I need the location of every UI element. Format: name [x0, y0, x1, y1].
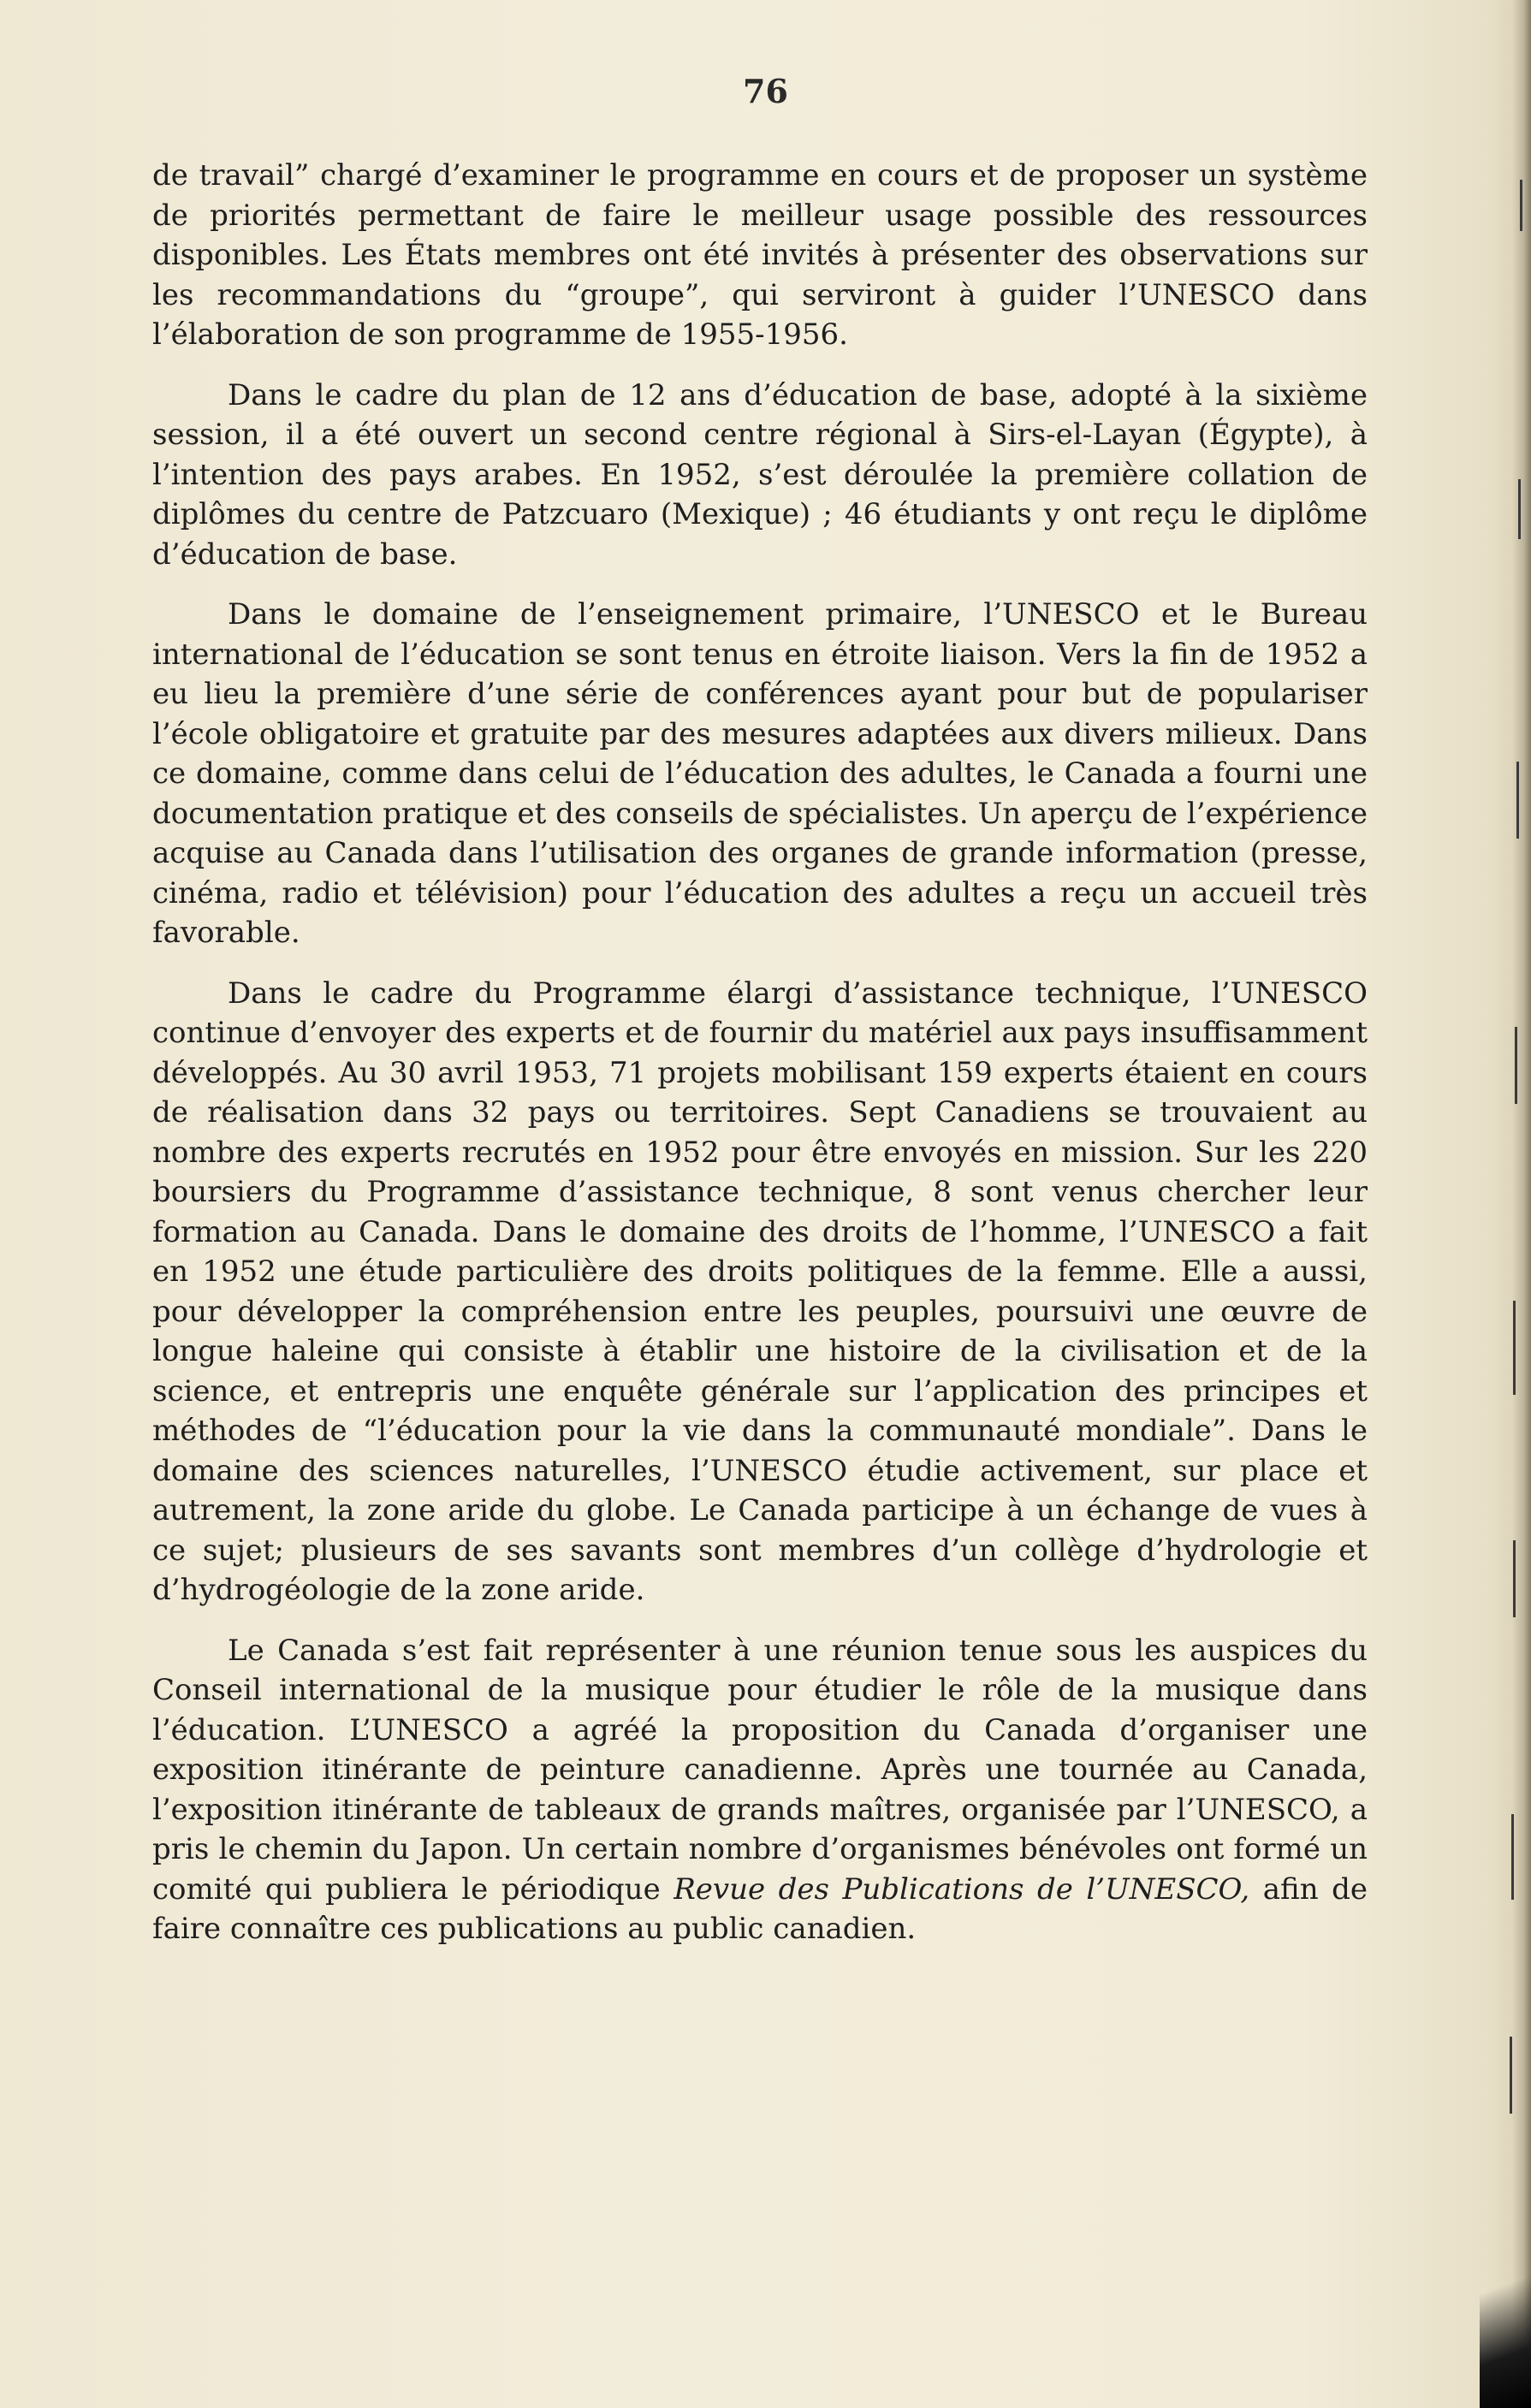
- paragraph: Dans le cadre du plan de 12 ans d’éducation de base, adopté à la sixième session, il a été ouvert un second centre régional à Sirs-el-Layan (Égypte), à l’intention des pays arabes. En 1952, s’est déroulée la première collation de diplômes du centre de Patzcuaro (Mexique) ; 46 étudiants y ont reçu le diplôme d’éducation de base.: [152, 377, 1368, 572]
- paragraph: de travail” chargé d’examiner le programme en cours et de proposer un système de priorités permettant de faire le meilleur usage possible des ressources disponibles. Les États membres ont été invités à présenter des observations sur les recommandations du “groupe”, qui serviront à guider l’UNESCO dans l’élaboration de son programme de 1955-1956.: [152, 158, 1368, 352]
- page-edge-mark: [1515, 1027, 1517, 1104]
- publication-title: Revue des Publications de l’UNESCO,: [674, 1871, 1250, 1907]
- page-number: 76: [743, 72, 788, 110]
- page-edge-mark: [1513, 1540, 1516, 1617]
- page-corner-shadow: [1480, 2186, 1531, 2408]
- page-edge-mark: [1510, 2037, 1512, 2114]
- page-edge-mark: [1511, 1814, 1514, 1900]
- page-edge-mark: [1513, 1301, 1516, 1395]
- paragraph: Dans le cadre du Programme élargi d’assistance technique, l’UNESCO continue d’envoyer des experts et de fournir du matériel aux pays insuffisamment développés. Au 30 avril 1953, 71 projets mobilisant 159 experts étaient en cours de réalisation dans 32 pays ou territoires. Sept Canadiens se trouvaient au nombre des experts recrutés en 1952 pour être envoyés en mission. Sur les 220 boursiers du Programme d’assistance technique, 8 sont venus chercher leur formation au Canada. Dans le domaine des droits de l’homme, l’UNESCO a fait en 1952 une étude particulière des droits politiques de la femme. Elle a aussi, pour développer la compréhension entre les peuples, poursuivi une œuvre de longue haleine qui consiste à établir une histoire de la civilisation et de la science, et entrepris une enquête générale sur l’application des principes et méthodes de “l’éducation pour la vie dans la communauté mondiale”. Dans le domaine des sciences naturelles, l’UNESCO étudie activement, sur place et autrement, la zone aride du globe. Le Canada participe à un échange de vues à ce sujet; plusieurs de ses savants sont membres d’un collège d’hydrologie et d’hydrogéologie de la zone aride.: [152, 976, 1368, 1607]
- page-edge-mark: [1518, 479, 1521, 539]
- page-edge-shadow: [1512, 0, 1531, 2408]
- paragraph: Dans le domaine de l’enseignement primaire, l’UNESCO et le Bureau international de l’éducation se sont tenus en étroite liaison. Vers la fin de 1952 a eu lieu la première d’une série de conférences ayant pour but de populariser l’école obligatoire et gratuite par des mesures adaptées aux divers milieux. Dans ce domaine, comme dans celui de l’éducation des adultes, le Canada a fourni une documentation pratique et des conseils de spécialistes. Un aperçu de l’expérience acquise au Canada dans l’utilisation des organes de grande information (presse, cinéma, radio et télévision) pour l’éducation des adultes a reçu un accueil très favorable.: [152, 597, 1368, 950]
- paragraph: [152, 1631, 1368, 1949]
- body-text: [152, 156, 1368, 1949]
- paragraph-text: Le Canada s’est fait représenter à une réunion tenue sous les auspices du Conseil international de la musique pour étudier le rôle de la musique dans l’éducation. L’UNESCO a agréé la proposition du Canada d’organiser une exposition itinérante de peinture canadienne. Après une tournée au Canada, l’exposition itinérante de tableaux de grands maîtres, organisée par l’UNESCO, a pris le chemin du Japon. Un certain nombre d’organismes bénévoles ont formé un comité qui publiera le périodique: [152, 1633, 1368, 1907]
- page-edge-mark: [1520, 180, 1522, 231]
- paragraph-text: afin de faire connaître ces publications au public canadien.: [152, 1871, 1368, 1946]
- page-edge-mark: [1516, 762, 1519, 839]
